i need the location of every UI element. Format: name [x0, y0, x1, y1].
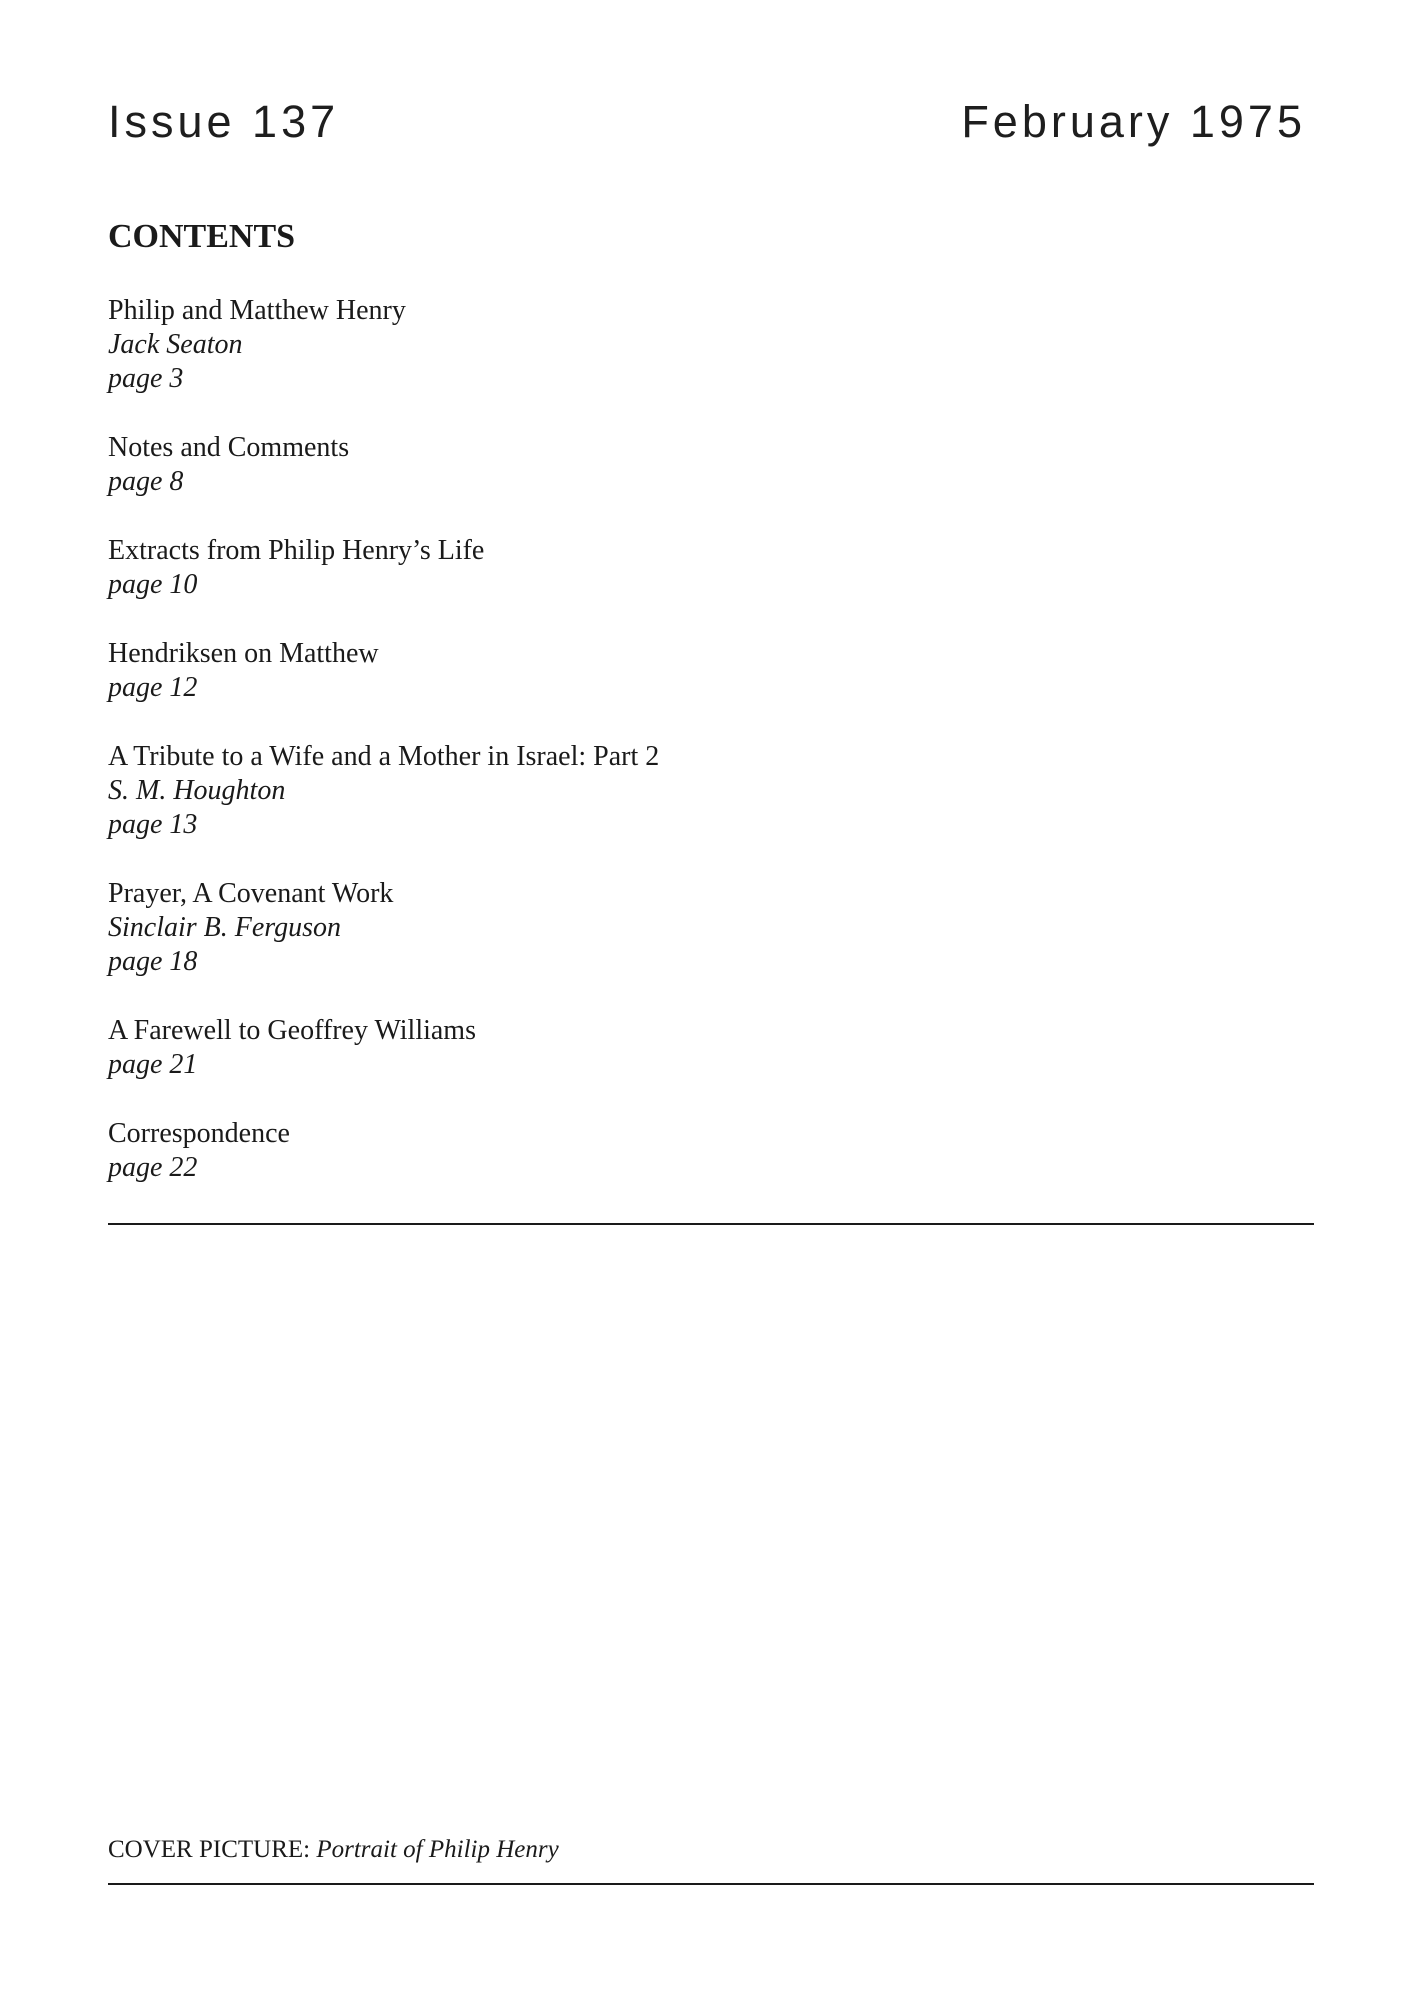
issue-header — [108, 96, 1306, 148]
entry-page: page 22 — [108, 1152, 198, 1183]
entry-author: Jack Seaton — [108, 329, 243, 360]
entry-page: page 10 — [108, 569, 198, 600]
entry-title: A Tribute to a Wife and a Mother in Israel: Part 2 — [108, 741, 660, 772]
contents-entry — [108, 740, 659, 842]
cover-picture-caption — [108, 1836, 559, 1864]
entry-page: page 18 — [108, 946, 198, 977]
entry-page: page 21 — [108, 1049, 198, 1080]
contents-entry — [108, 431, 349, 499]
entry-page: page 3 — [108, 363, 184, 394]
entry-title: A Farewell to Geoffrey Williams — [108, 1015, 476, 1046]
contents-entry — [108, 1014, 476, 1082]
entry-title: Hendriksen on Matthew — [108, 638, 379, 669]
issue-number: Issue 137 — [108, 96, 340, 147]
entry-author: S. M. Houghton — [108, 775, 286, 806]
contents-entry — [108, 534, 484, 602]
entry-title: Notes and Comments — [108, 432, 350, 463]
contents-divider — [108, 1223, 1314, 1225]
entry-title: Prayer, A Covenant Work — [108, 878, 394, 909]
contents-entry — [108, 1117, 290, 1185]
contents-entry — [108, 294, 406, 396]
contents-heading: CONTENTS — [108, 218, 296, 255]
entry-author: Sinclair B. Ferguson — [108, 912, 342, 943]
contents-entry — [108, 877, 393, 979]
contents-entry — [108, 637, 379, 705]
entry-title: Extracts from Philip Henry’s Life — [108, 535, 485, 566]
entry-page: page 8 — [108, 466, 184, 497]
issue-date: February 1975 — [961, 96, 1306, 147]
entry-title: Philip and Matthew Henry — [108, 295, 406, 326]
entry-page: page 12 — [108, 672, 198, 703]
entry-page: page 13 — [108, 809, 198, 840]
footer-divider — [108, 1883, 1314, 1885]
cover-title: Portrait of Philip Henry — [316, 1836, 559, 1863]
cover-label: COVER PICTURE: — [108, 1836, 311, 1863]
entry-title: Correspondence — [108, 1118, 290, 1149]
